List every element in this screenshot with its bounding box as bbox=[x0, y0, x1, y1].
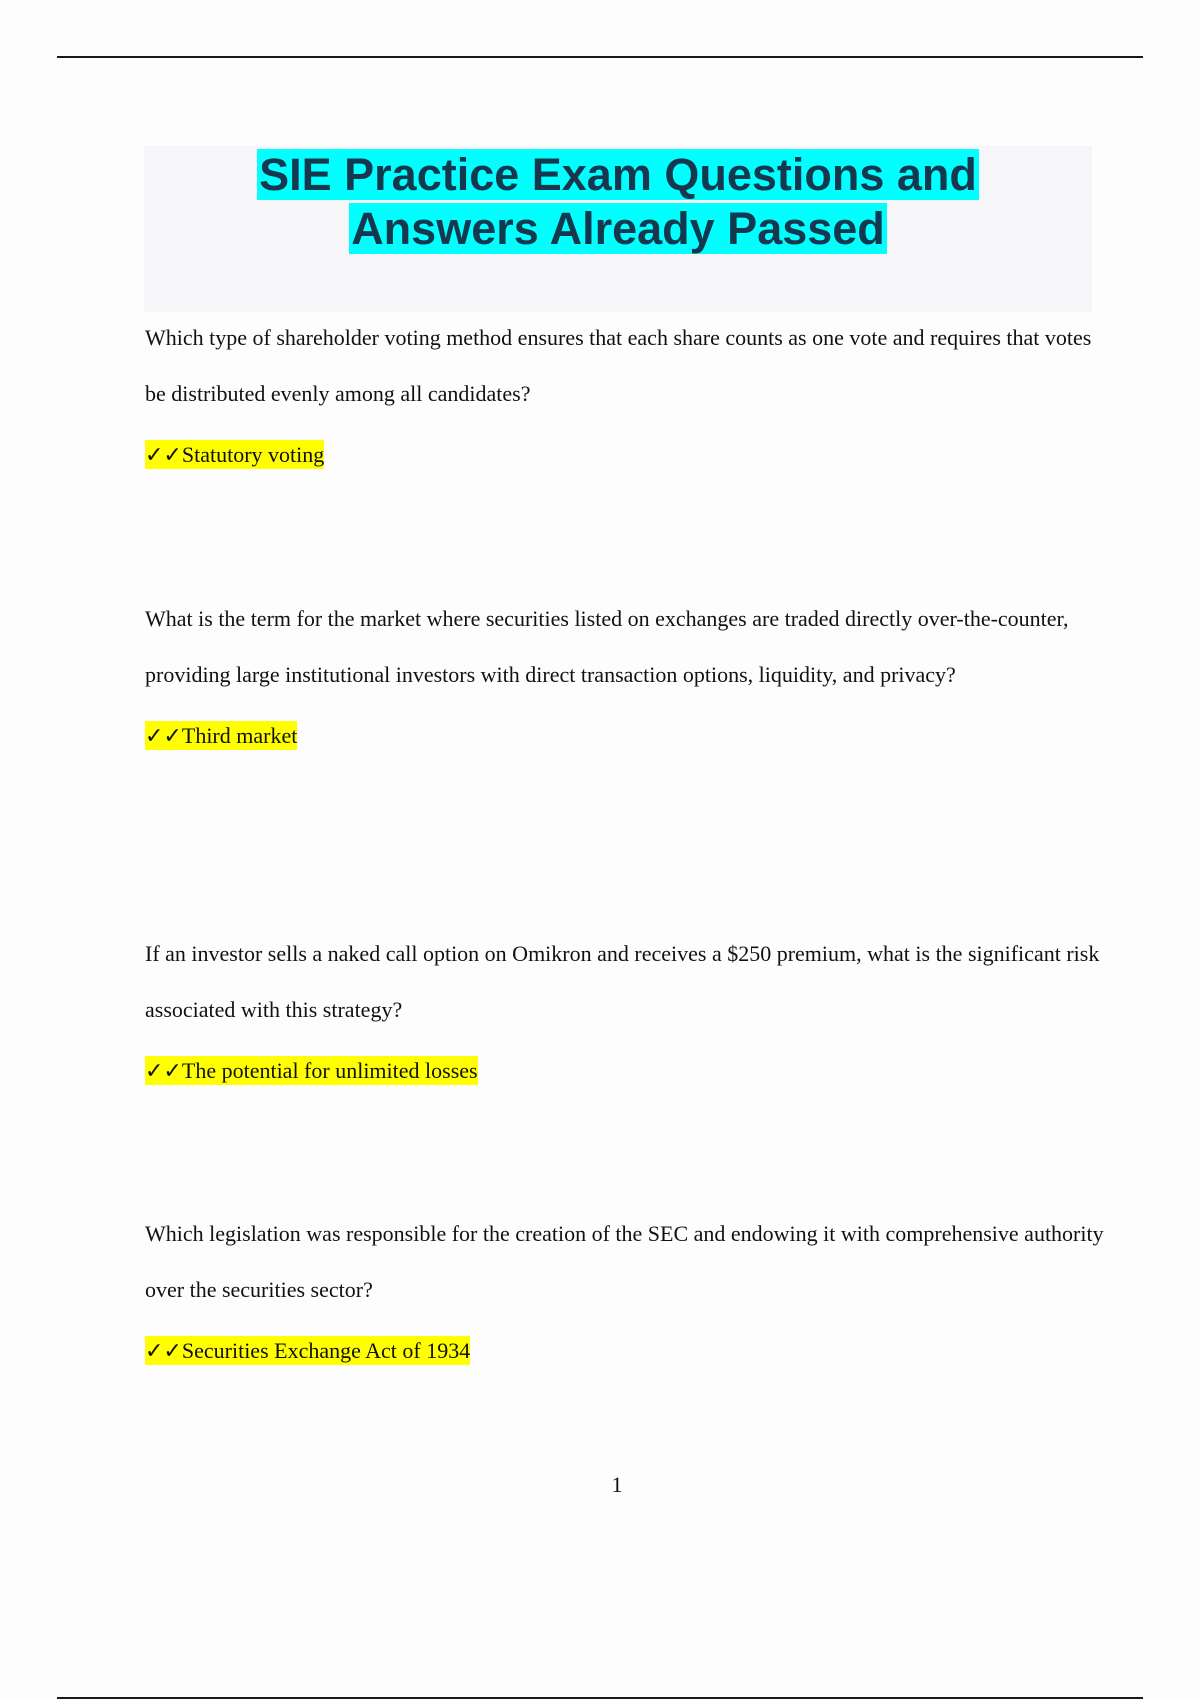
question-text: Which legislation was responsible for the creation of the SEC and endowing it with comprehensive authority over the securities sector? bbox=[145, 1221, 1104, 1302]
answer-text bbox=[145, 721, 1105, 751]
question-text: Which type of shareholder voting method ensures that each share counts as one vote and requires that votes be distributed evenly among all candidates? bbox=[145, 325, 1092, 406]
footer-rule bbox=[57, 1697, 1143, 1699]
title-block bbox=[144, 146, 1092, 312]
answer-label: Third market bbox=[181, 723, 298, 748]
answer-label: Statutory voting bbox=[181, 442, 325, 467]
document-title bbox=[144, 146, 1092, 256]
answer-label: The potential for unlimited losses bbox=[181, 1058, 478, 1083]
qa-item bbox=[145, 926, 1105, 1086]
answer-label: Securities Exchange Act of 1934 bbox=[181, 1338, 471, 1363]
page-number: 1 bbox=[611, 1472, 623, 1497]
question-text: If an investor sells a naked call option on Omikron and receives a $250 premium, what is the significant risk associated with this strategy? bbox=[145, 941, 1100, 1022]
answer-text bbox=[145, 1336, 1105, 1366]
question-text: What is the term for the market where securities listed on exchanges are traded directly over-the-counter, providing large institutional investors with direct transaction options, liquidity, and privacy? bbox=[145, 606, 1069, 687]
check-mark-icon: ✓✓ bbox=[145, 1338, 182, 1363]
answer-text bbox=[145, 440, 1105, 470]
check-mark-icon: ✓✓ bbox=[145, 442, 182, 467]
qa-item bbox=[145, 310, 1105, 470]
header-rule bbox=[57, 56, 1143, 58]
title-line-2: Answers Already Passed bbox=[351, 203, 885, 254]
check-mark-icon: ✓✓ bbox=[145, 723, 182, 748]
qa-item bbox=[145, 591, 1105, 751]
check-mark-icon: ✓✓ bbox=[145, 1058, 182, 1083]
qa-item bbox=[145, 1206, 1105, 1366]
title-line-1: SIE Practice Exam Questions and bbox=[259, 149, 977, 200]
answer-text bbox=[145, 1056, 1105, 1086]
